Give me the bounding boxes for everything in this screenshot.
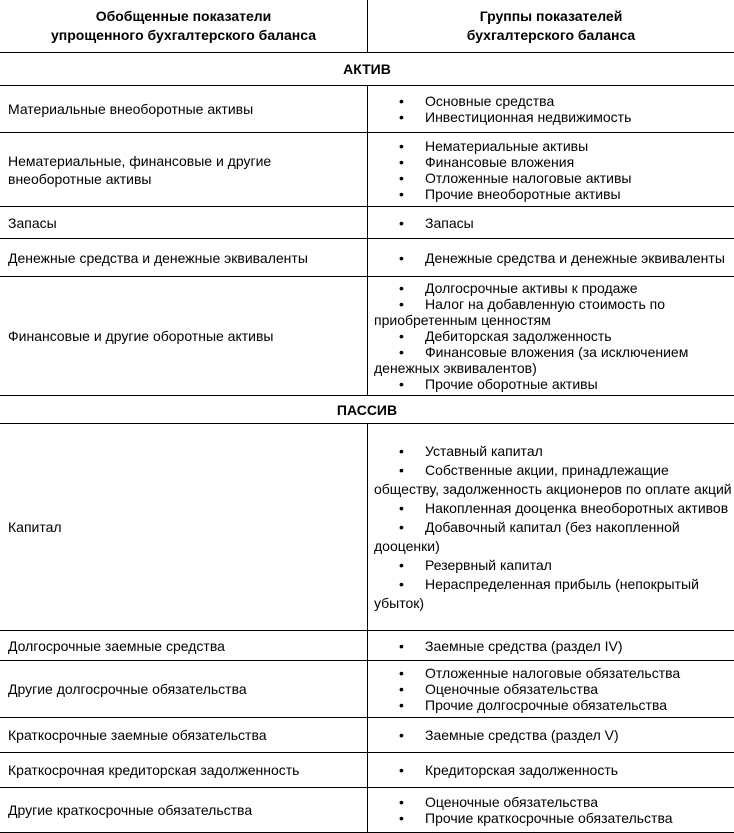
- bullet-icon: •: [399, 109, 404, 125]
- bullet-icon: •: [399, 556, 404, 573]
- group-item: [374, 328, 732, 344]
- bullet-icon: •: [399, 637, 404, 654]
- indicator-label: Другие долгосрочные обязательства: [8, 681, 247, 697]
- bullet-icon: •: [399, 169, 404, 186]
- group-item: [374, 556, 732, 575]
- groups-cell: [368, 718, 734, 752]
- group-item: [374, 109, 732, 125]
- groups-cell: [368, 239, 734, 276]
- group-item: [374, 727, 732, 743]
- group-item-label: Прочие внеоборотные активы: [425, 185, 621, 202]
- header-cell-indicator-groups: [368, 0, 734, 52]
- group-item-label: Резервный капитал: [425, 556, 552, 573]
- group-item-label: Основные средства: [425, 93, 555, 109]
- indicator-label: Краткосрочные заемные обязательства: [8, 727, 267, 743]
- bullet-icon: •: [399, 461, 404, 478]
- bullet-icon: •: [399, 137, 404, 154]
- table-row: [0, 277, 734, 396]
- indicator-cell: [0, 753, 368, 787]
- section-title-aktiv: АКТИВ: [0, 53, 734, 86]
- groups-cell: [368, 631, 734, 660]
- indicator-label: Краткосрочная кредиторская задолженность: [8, 762, 300, 778]
- group-item: [374, 442, 732, 461]
- indicator-cell: [0, 788, 368, 832]
- indicator-cell: [0, 718, 368, 752]
- bullet-icon: •: [399, 727, 404, 743]
- group-item: [374, 376, 732, 392]
- table-row: [0, 86, 734, 133]
- group-item-label: Запасы: [425, 214, 474, 231]
- bullet-icon: •: [399, 185, 404, 202]
- bullet-icon: •: [399, 376, 404, 392]
- group-item-label: Финансовые вложения (за исключением денежных эквивалентов): [374, 344, 689, 376]
- group-item-label: Финансовые вложения: [425, 153, 575, 170]
- indicator-label: Нематериальные, финансовые и другие внеоборотные активы: [8, 152, 272, 187]
- group-item-label: Прочие краткосрочные обязательства: [425, 810, 673, 826]
- group-item: [374, 697, 732, 713]
- indicator-cell: [0, 86, 368, 132]
- group-item: [374, 93, 732, 109]
- indicator-label: Материальные внеоборотные активы: [8, 101, 254, 117]
- group-item: [374, 250, 732, 266]
- indicator-cell: [0, 239, 368, 276]
- group-item: [374, 186, 732, 202]
- table-row: [0, 631, 734, 661]
- group-item: [374, 280, 732, 296]
- group-item: [374, 810, 732, 826]
- bullet-icon: •: [399, 93, 404, 109]
- group-item-label: Оценочные обязательства: [425, 794, 599, 810]
- groups-cell: [368, 753, 734, 787]
- indicator-cell: [0, 661, 368, 717]
- table-row: [0, 133, 734, 207]
- group-item: [374, 762, 732, 778]
- bullet-icon: •: [399, 762, 404, 778]
- group-item: [374, 215, 732, 231]
- groups-cell: [368, 277, 734, 395]
- indicator-cell: [0, 133, 368, 206]
- group-item: [374, 344, 732, 376]
- bullet-icon: •: [399, 153, 404, 170]
- bullet-icon: •: [399, 681, 404, 697]
- group-item-label: Денежные средства и денежные эквиваленты: [425, 249, 725, 266]
- groups-cell: [368, 788, 734, 832]
- header-col1-line1: Обобщенные показатели: [95, 8, 272, 24]
- bullet-icon: •: [399, 697, 404, 713]
- groups-cell: [368, 424, 734, 630]
- table-body: [0, 53, 734, 833]
- bullet-icon: •: [399, 442, 404, 459]
- bullet-icon: •: [399, 518, 404, 535]
- table-header-row: [0, 0, 734, 53]
- group-item: [374, 575, 732, 613]
- bullet-icon: •: [399, 499, 404, 516]
- group-item: [374, 296, 732, 328]
- group-item: [374, 681, 732, 697]
- group-item-label: Оценочные обязательства: [425, 681, 599, 697]
- group-item: [374, 518, 732, 556]
- group-item-label: Дебиторская задолженность: [425, 328, 612, 344]
- group-item-label: Добавочный капитал (без накопленной дооценки): [374, 518, 680, 554]
- group-item-label: Налог на добавленную стоимость по приобретенным ценностям: [374, 296, 666, 328]
- bullet-icon: •: [399, 344, 404, 360]
- indicator-cell: [0, 207, 368, 238]
- table-row: [0, 753, 734, 788]
- bullet-icon: •: [399, 214, 404, 231]
- indicator-label: Запасы: [8, 214, 57, 231]
- header-col1-line2: упрощенного бухгалтерского баланса: [51, 27, 316, 43]
- group-item-label: Нематериальные активы: [425, 137, 589, 154]
- indicator-cell: [0, 277, 368, 395]
- group-item: [374, 154, 732, 170]
- group-item: [374, 138, 732, 154]
- groups-cell: [368, 207, 734, 238]
- table-row: [0, 424, 734, 631]
- bullet-icon: •: [399, 249, 404, 266]
- table-row: [0, 661, 734, 718]
- group-item: [374, 170, 732, 186]
- bullet-icon: •: [399, 296, 404, 312]
- group-item-label: Отложенные налоговые обязательства: [425, 665, 681, 681]
- indicator-label: Долгосрочные заемные средства: [8, 637, 225, 654]
- indicator-label: Капитал: [8, 519, 62, 535]
- indicator-label: Другие краткосрочные обязательства: [8, 802, 253, 818]
- group-item-label: Уставный капитал: [425, 442, 543, 459]
- group-item-label: Накопленная дооценка внеоборотных активов: [425, 499, 729, 516]
- group-item: [374, 665, 732, 681]
- indicator-label: Финансовые и другие оборотные активы: [8, 328, 274, 344]
- group-item-label: Заемные средства (раздел V): [425, 727, 619, 743]
- table-row: [0, 718, 734, 753]
- group-item-label: Инвестиционная недвижимость: [425, 109, 632, 125]
- group-item-label: Долгосрочные активы к продаже: [425, 280, 638, 296]
- group-item-label: Нераспределенная прибыль (непокрытый убыток): [374, 575, 699, 611]
- bullet-icon: •: [399, 575, 404, 592]
- section-title-passiv: ПАССИВ: [0, 396, 734, 424]
- bullet-icon: •: [399, 280, 404, 296]
- table-row: [0, 788, 734, 833]
- groups-cell: [368, 86, 734, 132]
- group-item: [374, 794, 732, 810]
- groups-cell: [368, 661, 734, 717]
- indicator-cell: [0, 631, 368, 660]
- groups-cell: [368, 133, 734, 206]
- header-col2-line2: бухгалтерского баланса: [466, 27, 636, 43]
- group-item-label: Отложенные налоговые активы: [425, 169, 632, 186]
- group-item: [374, 461, 732, 499]
- group-item-label: Прочие оборотные активы: [425, 376, 598, 392]
- bullet-icon: •: [399, 810, 404, 826]
- group-item-label: Заемные средства (раздел IV): [425, 637, 623, 654]
- header-cell-simplified-indicators: [0, 0, 368, 52]
- header-col2-line1: Группы показателей: [479, 8, 623, 24]
- group-item-label: Прочие долгосрочные обязательства: [425, 697, 668, 713]
- group-item-label: Кредиторская задолженность: [425, 762, 619, 778]
- bullet-icon: •: [399, 328, 404, 344]
- table-row: [0, 239, 734, 277]
- bullet-icon: •: [399, 794, 404, 810]
- group-item: [374, 638, 732, 654]
- indicator-cell: [0, 424, 368, 630]
- indicator-label: Денежные средства и денежные эквиваленты: [8, 249, 308, 266]
- group-item: [374, 499, 732, 518]
- group-item-label: Собственные акции, принадлежащие обществу, задолженность акционеров по оплате акций: [374, 461, 732, 497]
- table-row: [0, 207, 734, 239]
- bullet-icon: •: [399, 665, 404, 681]
